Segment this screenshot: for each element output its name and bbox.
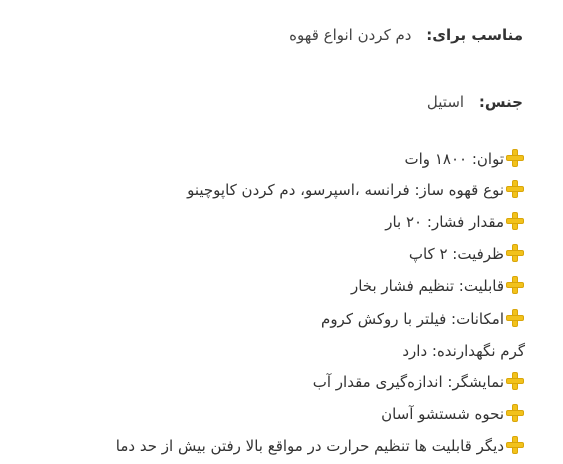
plus-icon — [505, 435, 525, 455]
plus-icon — [505, 275, 525, 295]
plus-icon — [505, 371, 525, 391]
feature-item-capacity — [0, 239, 525, 269]
feature-text: نوع قهوه ساز: فرانسه ،اسپرسو، دم کردن کاپوچینو — [187, 181, 504, 199]
feature-text: توان: ۱۸۰۰ وات — [404, 150, 504, 168]
feature-text: دیگر قابلیت ها تنظیم حرارت در مواقع بالا رفتن بیش از حد دما — [115, 437, 504, 455]
feature-text: نمایشگر: اندازه‌گیری مقدار آب — [312, 373, 504, 391]
plus-icon — [505, 243, 525, 263]
material-label: جنس: — [478, 93, 523, 111]
plus-icon — [505, 308, 525, 328]
feature-item-capability — [0, 271, 525, 301]
plus-icon — [505, 211, 525, 231]
feature-item-washing — [0, 399, 525, 429]
feature-item-facilities — [0, 304, 525, 334]
feature-item-pressure — [0, 207, 525, 237]
feature-item-other — [0, 431, 525, 461]
suitable-for-label: مناسب برای: — [426, 26, 523, 44]
feature-item-coffee-type — [0, 175, 525, 205]
material-value: استیل — [426, 93, 465, 111]
feature-text: قابلیت: تنظیم فشار بخار — [350, 277, 504, 295]
plus-icon — [505, 148, 525, 168]
suitable-for-row — [0, 20, 523, 50]
feature-item-keep-warm — [0, 336, 525, 366]
plus-icon — [505, 179, 525, 199]
feature-text: نحوه شستشو آسان — [381, 405, 504, 423]
feature-item-display — [0, 367, 525, 397]
feature-text: گرم نگهدارنده: دارد — [402, 342, 525, 360]
material-row — [0, 87, 523, 117]
feature-item-power — [0, 144, 525, 174]
feature-text: امکانات: فیلتر با روکش کروم — [321, 310, 504, 328]
plus-icon — [505, 403, 525, 423]
feature-text: مقدار فشار: ۲۰ بار — [385, 213, 504, 231]
suitable-for-value: دم کردن انواع قهوه — [289, 26, 412, 44]
feature-text: ظرفیت: ۲ کاپ — [408, 245, 504, 263]
